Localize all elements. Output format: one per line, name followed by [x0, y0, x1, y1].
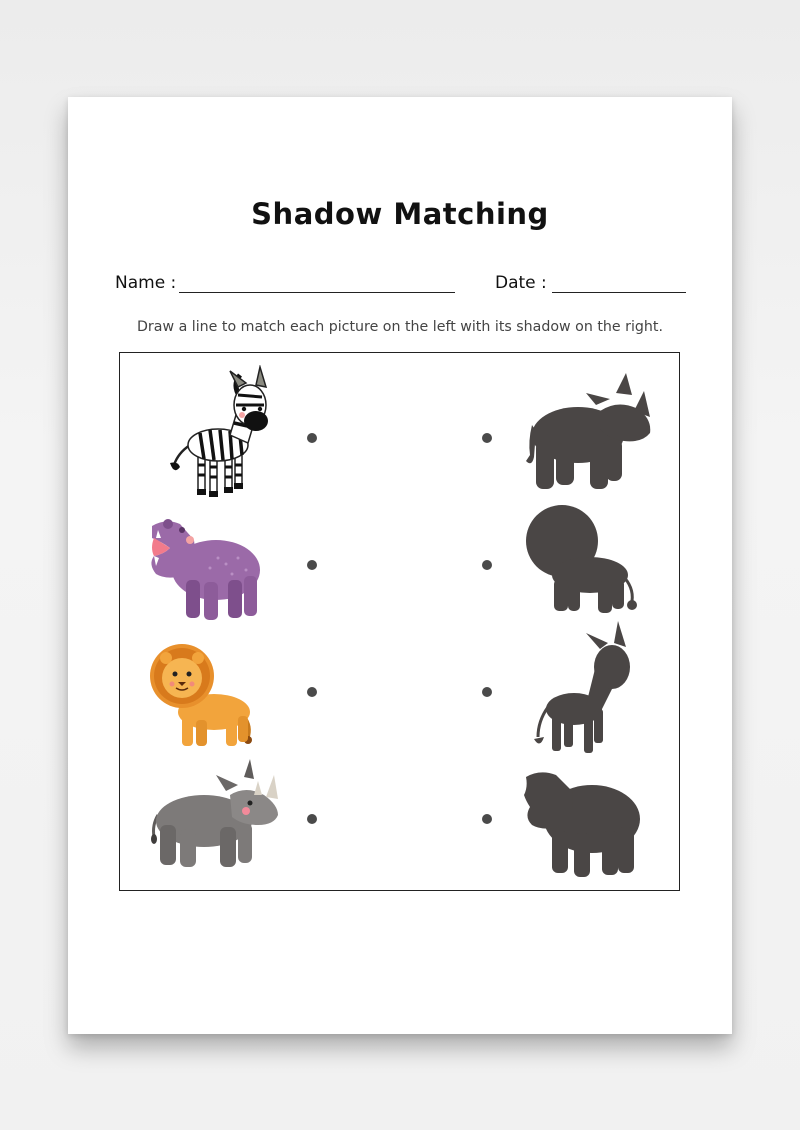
date-line[interactable] [552, 292, 686, 293]
right-match-dot[interactable] [482, 687, 492, 697]
worksheet-title: Shadow Matching [251, 197, 549, 231]
matching-box [119, 352, 680, 891]
name-line[interactable] [179, 292, 455, 293]
lion-shadow [524, 501, 639, 616]
name-label: Name : [115, 273, 177, 293]
right-match-dot[interactable] [482, 560, 492, 570]
left-match-dot[interactable] [307, 687, 317, 697]
instruction-text: Draw a line to match each picture on the left with its shadow on the right. [137, 319, 663, 335]
right-match-dot[interactable] [482, 814, 492, 824]
rhino-shadow [522, 371, 657, 491]
lion-picture [148, 636, 268, 751]
hippo-shadow [522, 771, 647, 881]
zebra-shadow [530, 621, 640, 761]
worksheet-page [68, 97, 732, 1034]
zebra-picture [160, 365, 270, 505]
rhino-picture [146, 755, 281, 873]
right-match-dot[interactable] [482, 433, 492, 443]
left-match-dot[interactable] [307, 814, 317, 824]
left-match-dot[interactable] [307, 560, 317, 570]
date-label: Date : [495, 273, 547, 293]
hippo-picture [146, 518, 266, 623]
left-match-dot[interactable] [307, 433, 317, 443]
